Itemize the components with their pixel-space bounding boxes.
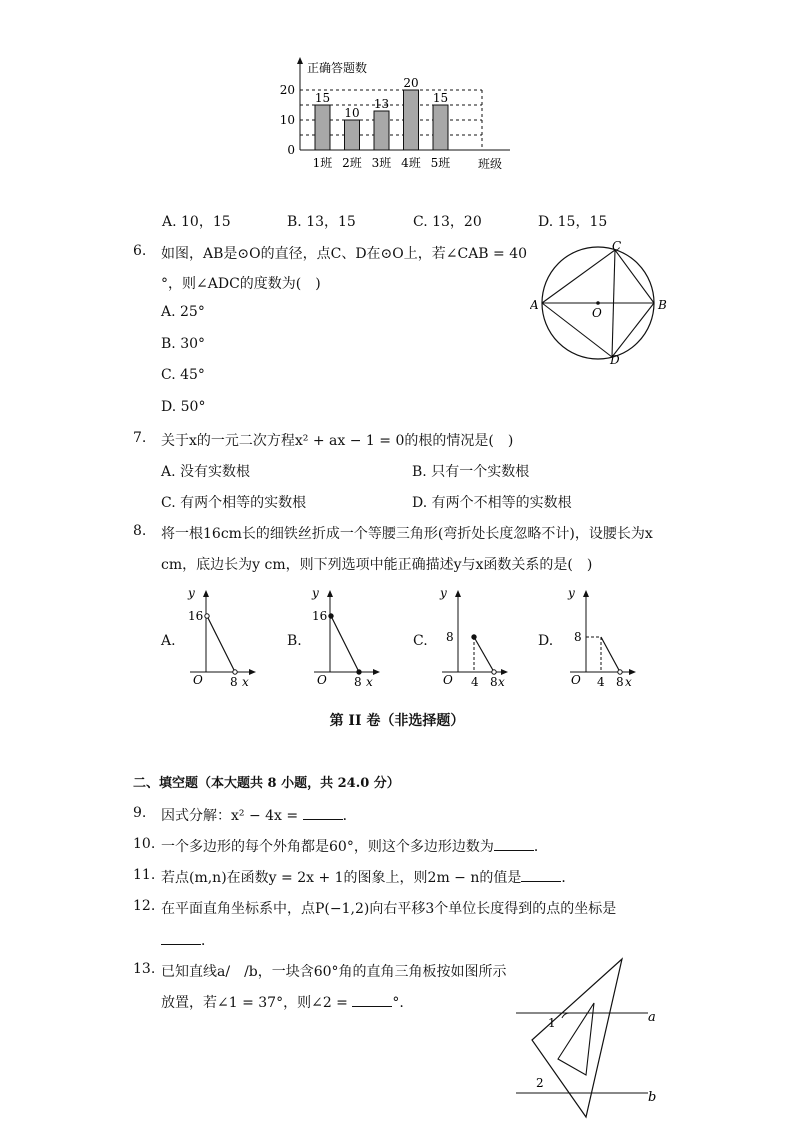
q13-number: 13.: [133, 961, 156, 977]
section2-title: 二、填空题（本大题共 8 小题，共 24.0 分）: [133, 776, 400, 791]
q8-number: 8.: [133, 523, 147, 539]
q13-stem-line1: 已知直线a/ /b，一块含60°角的直角三角板按如图所示: [161, 964, 507, 980]
svg-text:O: O: [571, 673, 581, 687]
q8-graph-b-label[interactable]: B.: [287, 633, 302, 649]
q6-option-c[interactable]: C. 45°: [161, 367, 205, 383]
bar: [433, 105, 448, 150]
q11-answer-blank[interactable]: [521, 869, 561, 882]
q6-stem-line2: °，则∠ADC的度数为( ): [161, 276, 321, 292]
q12-number: 12.: [133, 898, 156, 914]
label-d: D: [610, 353, 620, 367]
bar-value-label: 13: [373, 97, 390, 111]
svg-text:y: y: [188, 588, 195, 600]
bar-value-label: 15: [314, 91, 331, 105]
triangle-figure: [510, 955, 670, 1120]
q12-answer-blank[interactable]: [161, 932, 201, 945]
svg-text:16: 16: [312, 609, 328, 623]
q9-answer-blank[interactable]: [303, 807, 343, 820]
svg-text:8: 8: [574, 630, 582, 644]
q8-graph-d: [560, 588, 640, 688]
svg-text:x: x: [625, 675, 632, 688]
q8-stem-line1: 将一根16cm长的细铁丝折成一个等腰三角形(弯折处长度忽略不计)，设腰长为x: [161, 526, 653, 542]
label-c: C: [612, 239, 622, 253]
svg-text:8: 8: [446, 630, 454, 644]
svg-text:x: x: [366, 675, 373, 688]
q8-graph-a-label[interactable]: A.: [161, 633, 176, 649]
bar-chart: [270, 50, 530, 180]
angle-1-label: 1: [548, 1016, 556, 1030]
q7-option-c[interactable]: C. 有两个相等的实数根: [161, 495, 307, 511]
q6-option-a[interactable]: A. 25°: [161, 304, 205, 320]
q10-number: 10.: [133, 836, 156, 852]
svg-text:y: y: [312, 588, 319, 600]
q8-graph-b: [304, 588, 384, 688]
q8-graph-d-label[interactable]: D.: [538, 633, 554, 649]
svg-text:x: x: [498, 675, 505, 688]
svg-text:16: 16: [188, 609, 204, 623]
svg-text:y: y: [568, 588, 575, 600]
label-o: O: [592, 306, 602, 320]
circle-figure: [530, 238, 670, 368]
q7-option-b[interactable]: B. 只有一个实数根: [412, 464, 530, 480]
q11-number: 11.: [133, 867, 156, 883]
q12-stem-line1: 在平面直角坐标系中，点P(−1,2)向右平移3个单位长度得到的点的坐标是: [161, 901, 617, 917]
q8-graph-c-label[interactable]: C.: [413, 633, 428, 649]
q5-option-a[interactable]: A. 10，15: [162, 214, 231, 230]
svg-text:y: y: [440, 588, 447, 600]
q8-graph-c: [432, 588, 512, 688]
y-tick-label: 10: [279, 113, 295, 127]
svg-text:8: 8: [490, 675, 498, 688]
q7-option-a[interactable]: A. 没有实数根: [161, 464, 251, 480]
svg-text:4: 4: [597, 675, 605, 688]
angle-2-label: 2: [536, 1076, 544, 1090]
bar: [374, 111, 389, 150]
svg-text:4: 4: [471, 675, 479, 688]
q6-number: 6.: [133, 243, 147, 259]
svg-text:O: O: [317, 673, 327, 687]
bar-value-label: 10: [344, 106, 360, 120]
svg-text:O: O: [193, 673, 203, 687]
q6-option-d[interactable]: D. 50°: [161, 399, 206, 415]
x-tick-label: 1班: [312, 156, 333, 170]
svg-text:8: 8: [354, 675, 362, 688]
q12-stem-line2: ．: [161, 930, 215, 950]
y-axis-arrow: [297, 57, 303, 64]
bar-value-label: 20: [403, 76, 419, 90]
q6-stem-line1: 如图，AB是⊙O的直径，点C、D在⊙O上，若∠CAB = 40: [161, 246, 528, 262]
bar: [404, 90, 419, 150]
q9-number: 9.: [133, 805, 147, 821]
svg-text:x: x: [242, 675, 249, 688]
svg-text:O: O: [443, 673, 453, 687]
y-tick-label: 20: [279, 83, 295, 97]
q7-number: 7.: [133, 430, 147, 446]
q13-stem-line2: 放置，若∠1 = 37°，则∠2 = °.: [161, 995, 404, 1011]
x-tick-label: 2班: [342, 156, 362, 170]
line-b-label: b: [648, 1090, 657, 1105]
part2-title: 第 II 卷（非选择题）: [329, 713, 465, 729]
q9-stem: 因式分解：x² − 4x = ．: [161, 808, 357, 824]
bar-value-label: 15: [432, 91, 449, 105]
x-tick-label: 5班: [430, 156, 451, 170]
label-b: B: [658, 298, 667, 312]
svg-text:8: 8: [230, 675, 238, 688]
q7-stem: 关于x的一元二次方程x² + ax − 1 = 0的根的情况是( ): [161, 433, 514, 449]
q11-stem: 若点(m,n)在函数y = 2x + 1的图象上，则2m − n的值是 ．: [161, 870, 576, 886]
y-axis-label: 正确答题数: [307, 61, 368, 75]
svg-text:8: 8: [616, 675, 624, 688]
q8-graph-a: [180, 588, 260, 688]
q10-stem: 一个多边形的每个外角都是60°，则这个多边形边数为 ．: [161, 839, 548, 855]
bar: [345, 120, 360, 150]
bar: [315, 105, 330, 150]
label-a: A: [530, 298, 539, 312]
q8-stem-line2: cm，底边长为y cm，则下列选项中能正确描述y与x函数关系的是( ): [161, 557, 593, 573]
q5-option-b[interactable]: B. 13，15: [287, 214, 356, 230]
x-axis-label: 班级: [478, 157, 503, 171]
q6-option-b[interactable]: B. 30°: [161, 336, 206, 352]
q5-option-c[interactable]: C. 13，20: [413, 214, 482, 230]
q10-answer-blank[interactable]: [494, 838, 534, 851]
x-tick-label: 4班: [401, 156, 421, 170]
line-a-label: a: [648, 1010, 656, 1025]
q5-option-d[interactable]: D. 15，15: [538, 214, 608, 230]
y-tick-label: 0: [287, 143, 295, 157]
q7-option-d[interactable]: D. 有两个不相等的实数根: [412, 495, 572, 511]
q13-answer-blank[interactable]: [352, 994, 392, 1007]
x-tick-label: 3班: [371, 156, 392, 170]
